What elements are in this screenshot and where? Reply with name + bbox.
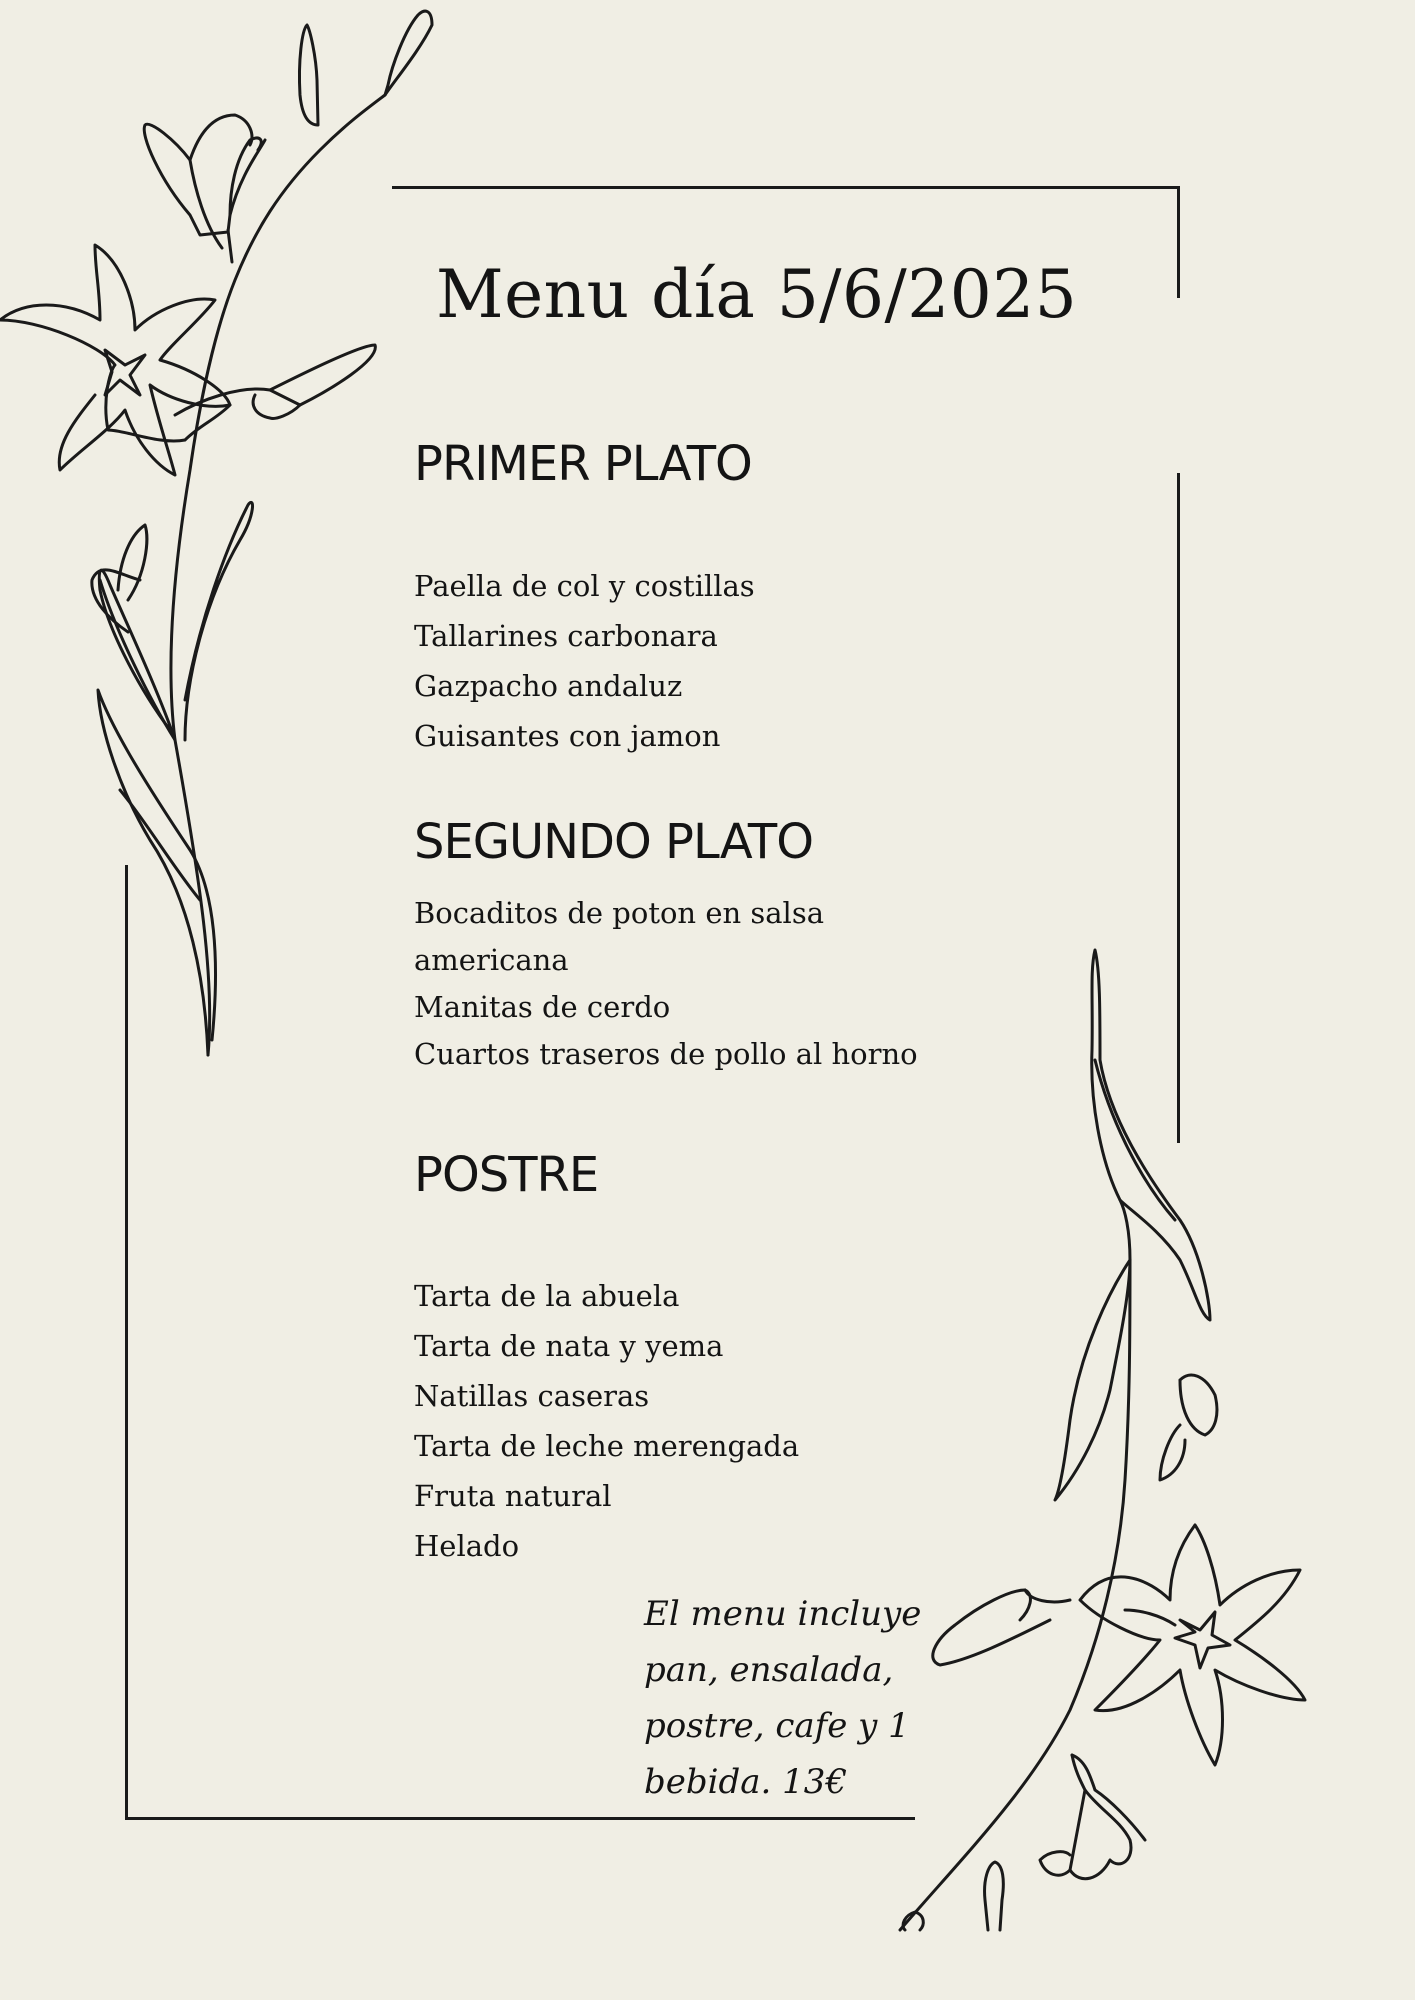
list-item: Guisantes con jamon xyxy=(414,719,721,753)
section-heading-segundo-plato: SEGUNDO PLATO xyxy=(414,814,814,870)
menu-includes-note: El menu incluye pan, ensalada, postre, cafe y 1 bebida. 13€ xyxy=(644,1594,922,1802)
list-item: Manitas de cerdo xyxy=(414,990,671,1024)
list-item: Fruta natural xyxy=(414,1479,612,1513)
page-title: Menu día 5/6/2025 xyxy=(436,256,1078,333)
list-item: Tallarines carbonara xyxy=(414,619,718,653)
primer-plato-list xyxy=(414,561,755,761)
list-item: americana xyxy=(414,943,569,977)
section-heading-postre: POSTRE xyxy=(414,1147,599,1203)
list-item: Helado xyxy=(414,1529,520,1563)
section-heading-primer-plato: PRIMER PLATO xyxy=(414,436,752,492)
floral-branch-top-left-icon xyxy=(0,11,432,1055)
list-item: Natillas caseras xyxy=(414,1379,650,1413)
list-item: Tarta de leche merengada xyxy=(414,1429,800,1463)
list-item: Gazpacho andaluz xyxy=(414,669,683,703)
list-item: Cuartos traseros de pollo al horno xyxy=(414,1037,918,1071)
list-item: Tarta de nata y yema xyxy=(414,1329,724,1363)
segundo-plato-list xyxy=(414,890,918,1078)
postre-list xyxy=(414,1271,799,1571)
list-item: Paella de col y costillas xyxy=(414,569,755,603)
list-item: Tarta de la abuela xyxy=(414,1279,680,1313)
list-item: Bocaditos de poton en salsa xyxy=(414,896,825,930)
